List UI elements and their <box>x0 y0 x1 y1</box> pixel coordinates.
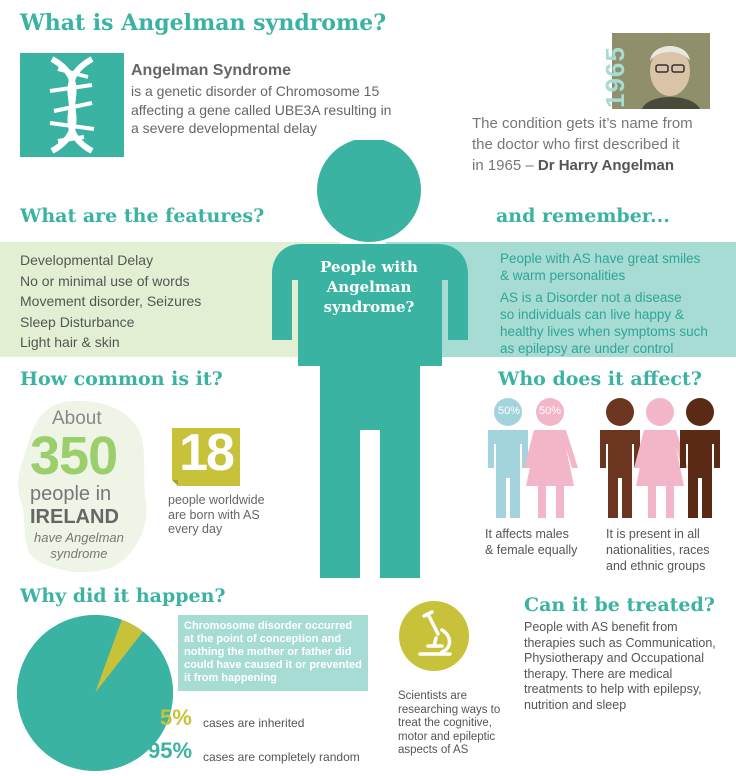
why-box-line: nothing the mother or father did <box>184 646 352 658</box>
scientists-line: Scientists are <box>398 690 468 702</box>
remember-line: AS is a Disorder not a disease <box>500 290 682 305</box>
remember-p2 <box>500 289 708 357</box>
remember-line: as epilepsy are under control <box>500 341 674 356</box>
intro-line: affecting a gene called UBE3A resulting in <box>131 101 392 118</box>
doctor-year: 1965 <box>600 46 630 108</box>
why-heading: Why did it happen? <box>20 585 226 607</box>
person-label-line: Angelman <box>326 278 412 296</box>
random-text: cases are completely random <box>203 750 360 764</box>
remember-line: healthy lives when symptoms such <box>500 324 708 339</box>
common-about: About <box>52 408 102 429</box>
scientists-line: treat the cognitive, <box>398 717 492 729</box>
intro-text <box>131 82 391 138</box>
feature-item: Light hair & skin <box>20 334 120 350</box>
female-pct: 50% <box>538 405 562 417</box>
doctor-line: The condition gets it’s name from <box>472 115 693 132</box>
treated-line: Physiotherapy and Occupational <box>524 651 704 665</box>
common-have-line: syndrome <box>50 546 108 561</box>
intro-line: is a genetic disorder of Chromosome 15 <box>131 83 380 99</box>
why-box-line: at the point of conception and <box>184 633 342 645</box>
common-people-in: people in <box>30 483 112 505</box>
why-box-text <box>184 620 362 685</box>
scientists-line: motor and epileptic <box>398 730 496 743</box>
gender-caption <box>485 526 577 558</box>
person-label <box>296 257 442 317</box>
treated-line: treatments to help with epilepsy, <box>524 682 702 696</box>
why-box-line: could have caused it or prevented <box>184 659 362 671</box>
features-heading: What are the features? <box>20 205 265 227</box>
feature-item: Sleep Disturbance <box>20 313 135 330</box>
random-pct: 95% <box>148 738 193 763</box>
doctor-text <box>472 113 693 176</box>
intro-line: a severe developmental delay <box>131 120 318 136</box>
common-country: IRELAND <box>30 506 119 528</box>
microscope-icon <box>398 600 470 672</box>
treated-line: therapies such as Communication, <box>524 635 716 650</box>
inherited-text: cases are inherited <box>203 716 305 730</box>
person-label-line: syndrome? <box>323 298 415 316</box>
scientists-text <box>398 690 500 758</box>
doctor-name: Dr Harry Angelman <box>537 157 675 174</box>
feature-item: Developmental Delay <box>20 252 154 268</box>
doctor-line: in 1965 – <box>472 157 538 174</box>
daily-line: every day <box>168 522 223 536</box>
nation-caption-line: and ethnic groups <box>606 559 706 573</box>
feature-item: No or minimal use of words <box>20 272 190 289</box>
common-have-line: have Angelman <box>34 530 124 545</box>
why-box-line: it from happening <box>184 672 277 684</box>
features-list <box>20 250 201 353</box>
remember-line: People with AS have great smiles <box>500 251 701 266</box>
remember-line: so individuals can live happy & <box>500 307 684 322</box>
male-pct: 50% <box>497 405 521 417</box>
nationality-figures-icon <box>596 398 726 518</box>
gender-caption-line: It affects males <box>485 527 569 541</box>
scientists-line: aspects of AS <box>398 744 469 756</box>
doctor-line: the doctor who first described it <box>472 136 680 153</box>
person-figure-icon <box>270 140 470 580</box>
remember-p1 <box>500 250 700 284</box>
treated-line: therapy. There are medical <box>524 666 673 681</box>
why-box-line: Chromosome disorder occurred <box>184 620 353 632</box>
common-number: 350 <box>30 426 118 486</box>
treated-line: nutrition and sleep <box>524 697 627 712</box>
daily-line: are born with AS <box>168 507 260 522</box>
dna-icon <box>20 53 124 157</box>
dna-logo <box>20 53 124 157</box>
feature-item: Movement disorder, Seizures <box>20 293 202 309</box>
daily-line: people worldwide <box>168 493 265 507</box>
page-title: What is Angelman syndrome? <box>20 10 387 36</box>
treated-heading: Can it be treated? <box>524 594 715 616</box>
nation-caption-line: nationalities, races <box>606 543 710 557</box>
common-heading: How common is it? <box>20 368 223 390</box>
affect-heading: Who does it affect? <box>498 368 702 390</box>
remember-line: & warm personalities <box>500 268 626 283</box>
treated-text <box>524 620 716 713</box>
inherited-pct: 5% <box>160 705 192 730</box>
scientists-line: researching ways to <box>398 703 501 716</box>
common-have <box>34 530 124 562</box>
daily-number: 18 <box>179 424 233 482</box>
intro-heading: Angelman Syndrome <box>131 62 292 79</box>
nation-caption-line: It is present in all <box>606 527 700 541</box>
person-label-line: People with <box>320 258 418 276</box>
treated-line: People with AS benefit from <box>524 620 678 634</box>
daily-text <box>168 493 265 537</box>
nation-caption <box>606 526 710 574</box>
remember-heading: and remember... <box>496 205 670 227</box>
gender-caption-line: & female equally <box>485 543 578 557</box>
